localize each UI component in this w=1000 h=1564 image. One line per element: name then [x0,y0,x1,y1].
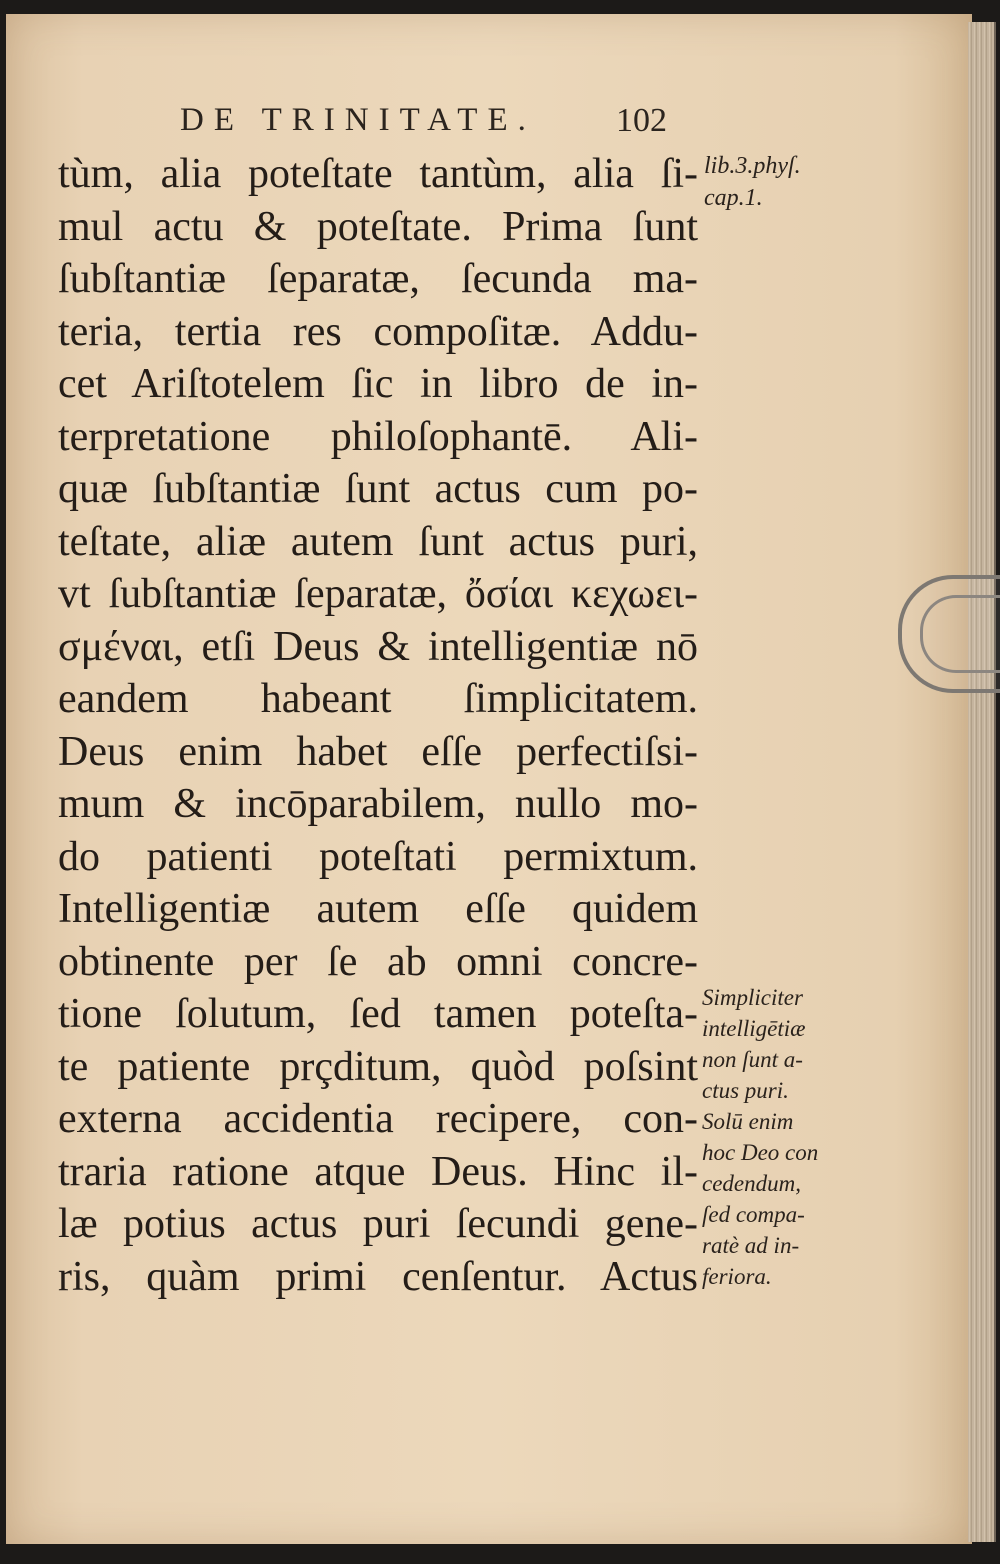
margin-note-line: ratè ad in- [702,1233,800,1258]
text-line: ris, quàm primi cenſentur. Actus [58,1253,698,1300]
text-line: teria, tertia res compoſitæ. Addu- [58,308,698,355]
text-line: cet Ariſtotelem ſic in libro de in- [58,361,698,407]
text-line: do patienti poteſtati permixtum. [58,833,698,880]
margin-note-line: intelligētiæ [702,1016,806,1041]
margin-note-line: hoc Deo con [702,1140,819,1165]
text-line: mul actu & poteſtate. Prima ſunt [58,203,698,250]
text-line: tione ſolutum, ſed tamen poteſta- [58,991,698,1037]
page-number: 102 [616,102,667,139]
text-line: mum & incōparabilem, nullo mo- [58,781,698,827]
margin-note-line: lib.3.phyſ. [704,153,801,179]
text-line: vt ſubſtantiæ ſeparatæ, ὄσίαι κεχωει- [58,571,698,617]
text-line: ſubſtantiæ ſeparatæ, ſecunda ma- [58,256,698,302]
text-line: te patiente prçditum, quòd poſsint [58,1043,698,1090]
text-line: σμέναι, etſi Deus & intelligentiæ nō [58,623,698,670]
margin-note-line: ſed compa- [702,1202,805,1227]
text-line: tùm, alia poteſtate tantùm, alia ſi- [58,151,698,197]
running-title: DE TRINITATE. [180,102,536,138]
text-line: læ potius actus puri ſecundi gene- [58,1201,698,1247]
paper-clip-inner [920,595,1000,673]
page-edges [968,22,996,1542]
text-line: quæ ſubſtantiæ ſunt actus cum po- [58,466,698,512]
text-line: teſtate, aliæ autem ſunt actus puri, [58,518,698,565]
margin-note-line: Simpliciter [702,985,803,1010]
text-line: eandem habeant ſimplicitatem. [58,676,698,722]
text-line: obtinente per ſe ab omni concre- [58,938,698,985]
margin-note-line: non ſunt a- [702,1047,803,1072]
margin-note-gloss [702,982,852,1292]
text-line: Deus enim habet eſſe perfectiſsi- [58,728,698,775]
margin-note-line: cedendum, [702,1171,801,1196]
text-line: terpretatione philoſophantē. Ali- [58,413,698,460]
margin-note-line: feriora. [702,1264,772,1289]
text-line: externa accidentia recipere, con- [58,1096,698,1142]
margin-note-reference [704,150,801,214]
text-line: traria ratione atque Deus. Hinc il- [58,1148,698,1195]
margin-note-line: ctus puri. [702,1078,789,1103]
text-line: Intelligentiæ autem eſſe quidem [58,886,698,932]
margin-note-line: cap.1. [704,185,763,211]
body-text [58,148,698,1303]
margin-note-line: Solū enim [702,1109,794,1134]
